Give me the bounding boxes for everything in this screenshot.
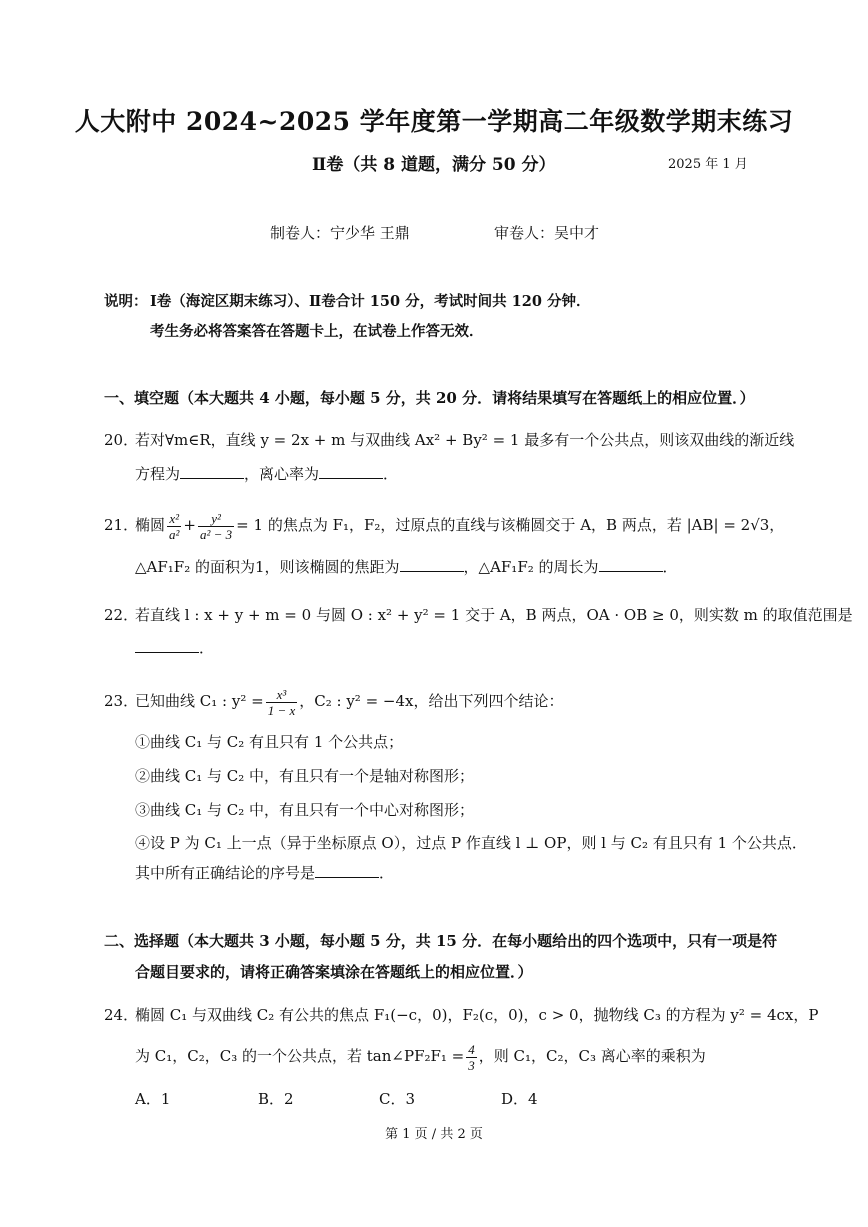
notes-line-2: 考生务必将答案答在答题卡上，在试卷上作答无效． xyxy=(150,323,484,340)
q24-number: 24． xyxy=(104,1006,139,1024)
q20-number: 20． xyxy=(104,431,139,449)
q22-number: 22． xyxy=(104,606,139,624)
q21-line-2-c: ． xyxy=(662,558,678,576)
q23-line-1 xyxy=(135,678,563,724)
q20-answer-blank-1[interactable] xyxy=(180,464,244,479)
page-subtitle: Ⅱ卷（共 8 道题，满分 50 分） xyxy=(312,155,556,175)
page-footer: 第 1 页 / 共 2 页 xyxy=(385,1127,483,1142)
q23-pre: 已知曲线 C₁ : y² = xyxy=(135,692,264,710)
reviewer-line: 审卷人：吴中才 xyxy=(494,224,600,242)
notes-line-1: Ⅰ卷（海淀区期末练习）、Ⅱ卷合计 150 分，考试时间共 120 分钟． xyxy=(150,293,591,310)
q21-answer-blank-1[interactable] xyxy=(400,557,464,572)
q23-frac-numerator: x³ xyxy=(266,687,298,703)
q24-option-c[interactable]: C．3 xyxy=(379,1090,416,1108)
q21-frac2-numerator: y² xyxy=(198,511,234,527)
q23-option-4: ④设 P 为 C₁ 上一点（异于坐标原点 O），过点 P 作直线 l ⊥ OP，则 l 与 C₂ 有且只有 1 个公共点． xyxy=(135,834,807,852)
q20-line-2-b: ，离心率为 xyxy=(244,465,320,483)
section-1-heading: 一、填空题（本大题共 4 小题，每小题 5 分，共 20 分．请将结果填写在答题纸上的相应位置．） xyxy=(104,389,755,407)
q21-line-1 xyxy=(135,502,784,548)
q24-option-a[interactable]: A．1 xyxy=(135,1090,171,1108)
section-2-heading-line-1: 二、选择题（本大题共 3 小题，每小题 5 分，共 15 分．在每小题给出的四个选项中，只有一项是符 xyxy=(104,932,778,950)
q23-answer-blank[interactable] xyxy=(315,863,379,878)
q23-option-2: ②曲线 C₁ 与 C₂ 中，有且只有一个是轴对称图形； xyxy=(135,767,475,785)
q24-option-b[interactable]: B．2 xyxy=(258,1090,294,1108)
q24-frac-denominator: 3 xyxy=(468,1057,475,1073)
q23-option-3: ③曲线 C₁ 与 C₂ 中，有且只有一个中心对称图形； xyxy=(135,801,475,819)
q23-post: ，C₂ : y² = −4x，给出下列四个结论： xyxy=(299,692,564,710)
q24-line-2-post: ，则 C₁，C₂，C₃ 离心率的乘积为 xyxy=(478,1047,706,1065)
q21-plus: + xyxy=(183,516,196,534)
q23-conclusion xyxy=(135,863,394,883)
q23-conclusion-a: 其中所有正确结论的序号是 xyxy=(135,864,316,882)
q20-line-2-a: 方程为 xyxy=(135,465,181,483)
q23-option-1: ①曲线 C₁ 与 C₂ 有且只有 1 个公共点； xyxy=(135,733,404,751)
q23-number: 23． xyxy=(104,692,139,710)
q20-line-2 xyxy=(135,464,398,484)
exam-date: 2025 年 1 月 xyxy=(668,157,748,172)
q20-answer-blank-2[interactable] xyxy=(319,464,383,479)
q22-line-2-c: ． xyxy=(199,639,215,657)
author-line: 制卷人：宁少华 王鼎 xyxy=(270,224,410,242)
q20-line-2-c: ． xyxy=(383,465,399,483)
page-title: 人大附中 2024~2025 学年度第一学期高二年级数学期末练习 xyxy=(74,107,794,136)
q21-fraction-2 xyxy=(198,511,234,542)
q20-line-1: 若对∀m∈R，直线 y = 2x + m 与双曲线 Ax² + By² = 1 最多有一个公共点，则该双曲线的渐近线 xyxy=(135,431,795,449)
q21-frac1-numerator: x² xyxy=(167,511,181,527)
q23-frac-denominator: 1 − x xyxy=(267,702,296,718)
q21-line-2-a: △AF₁F₂ 的面积为1，则该椭圆的焦距为 xyxy=(135,558,400,576)
q23-fraction xyxy=(266,687,298,718)
q21-fraction-1 xyxy=(167,511,181,542)
q24-frac-numerator: 4 xyxy=(468,1041,475,1057)
q21-frac1-denominator: a² xyxy=(169,526,180,542)
q24-line-2 xyxy=(135,1033,706,1079)
q21-number: 21． xyxy=(104,516,139,534)
q24-line-2-pre: 为 C₁，C₂，C₃ 的一个公共点，若 tan∠PF₂F₁ = xyxy=(135,1047,465,1065)
q24-fraction xyxy=(466,1042,477,1073)
q21-answer-blank-2[interactable] xyxy=(599,557,663,572)
q21-line-2 xyxy=(135,557,678,577)
q22-line-1: 若直线 l : x + y + m = 0 与圆 O : x² + y² = 1 交于 A，B 两点，OA · OB ≥ 0，则实数 m 的取值范围是 xyxy=(135,606,853,624)
q24-option-d[interactable]: D．4 xyxy=(501,1090,538,1108)
notes-label: 说明： xyxy=(104,293,148,310)
q21-line-2-b: ，△AF₁F₂ 的周长为 xyxy=(463,558,599,576)
q21-frac2-denominator: a² − 3 xyxy=(200,526,233,542)
q22-line-2 xyxy=(135,638,214,658)
q21-pre: 椭圆 xyxy=(135,516,166,534)
q23-conclusion-c: ． xyxy=(379,864,395,882)
q21-post: = 1 的焦点为 F₁，F₂，过原点的直线与该椭圆交于 A，B 两点，若 |AB| = 2√3， xyxy=(236,516,785,534)
q24-line-1: 椭圆 C₁ 与双曲线 C₂ 有公共的焦点 F₁(−c，0)，F₂(c，0)，c > 0，抛物线 C₃ 的方程为 y² = 4cx，P xyxy=(135,1006,819,1024)
q22-answer-blank[interactable] xyxy=(135,638,199,653)
section-2-heading-line-2: 合题目要求的，请将正确答案填涂在答题纸上的相应位置．） xyxy=(135,963,533,981)
